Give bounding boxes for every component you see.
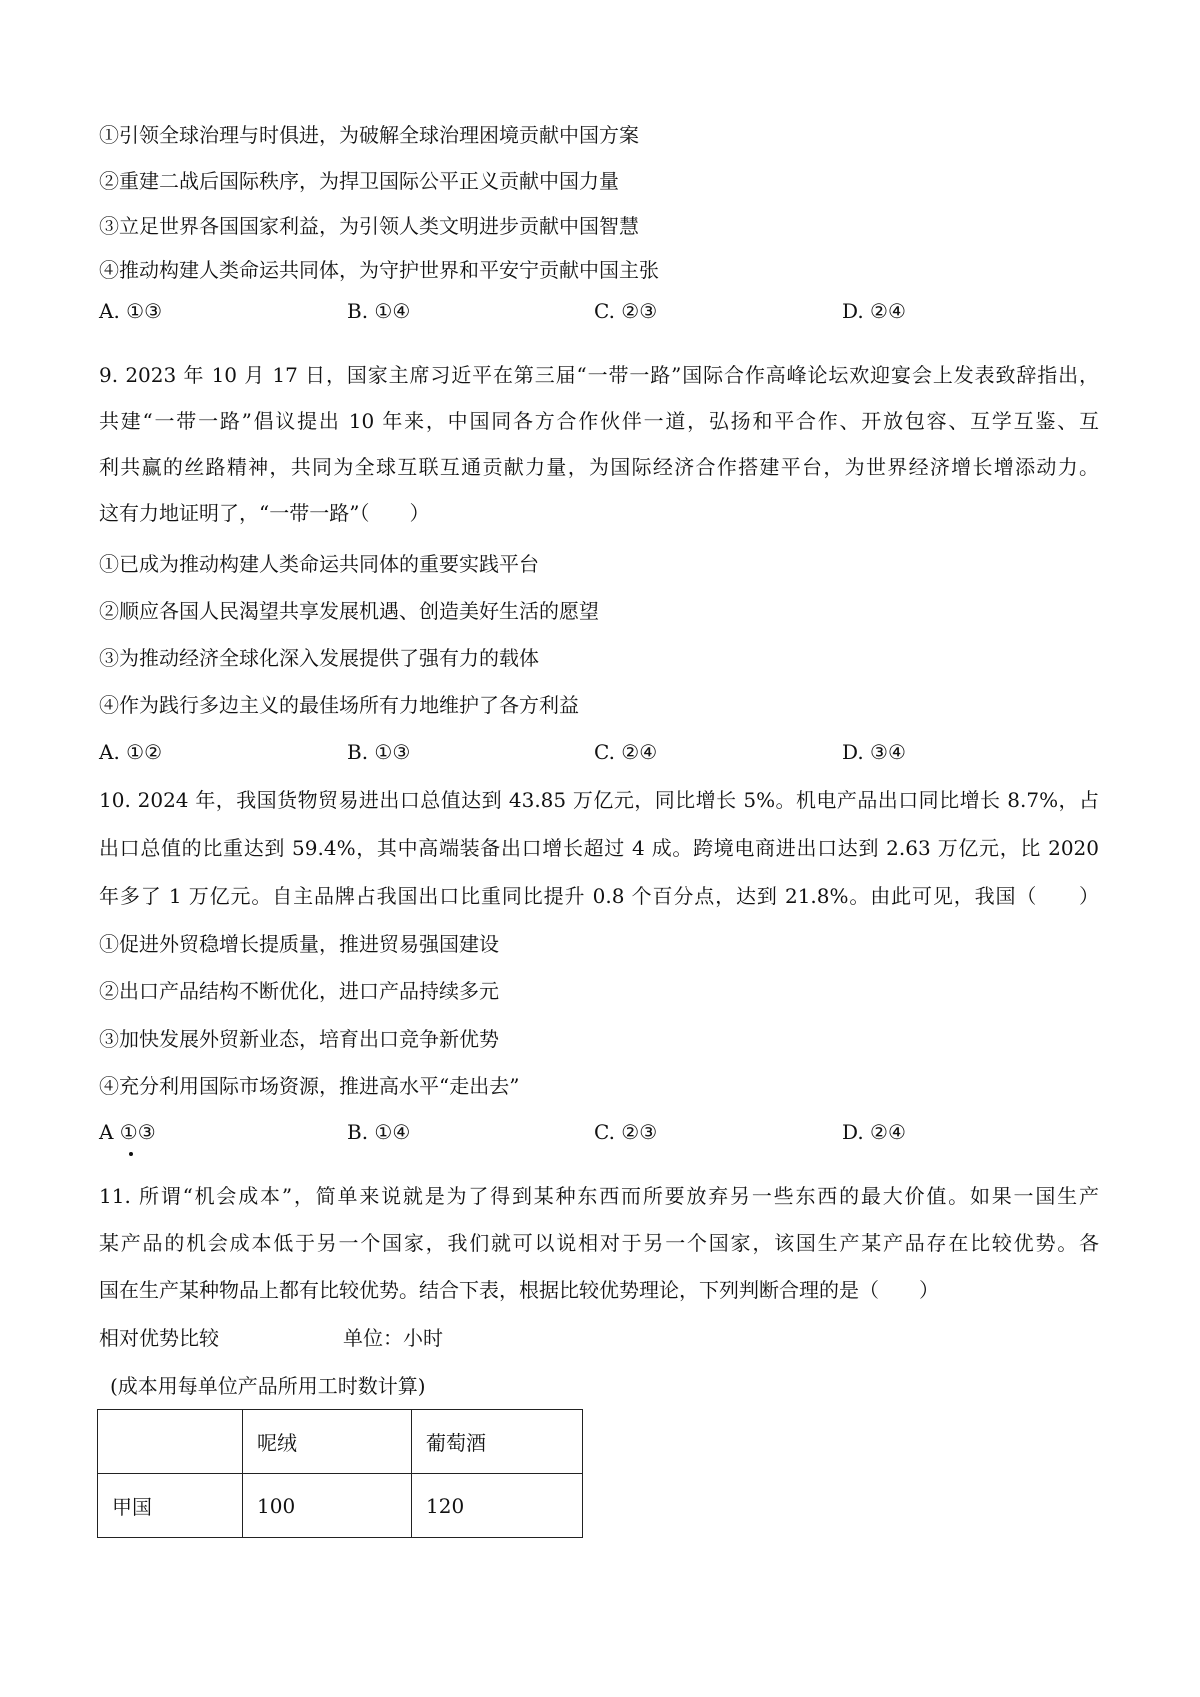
q9-statement-3: ③为推动经济全球化深入发展提供了强有力的载体 (99, 646, 539, 670)
q10-options (99, 1118, 1099, 1146)
q9-option-b: B. ①③ (347, 740, 411, 764)
table-header-cell (98, 1410, 243, 1474)
q8-statement-4: ④推动构建人类命运共同体，为守护世界和平安宁贡献中国主张 (99, 258, 659, 282)
q8-option-c: C. ②③ (594, 299, 658, 323)
table-cell: 甲国 (98, 1474, 243, 1538)
q9-option-a: A. ①② (99, 740, 163, 764)
table-header-cell: 葡萄酒 (412, 1410, 583, 1474)
q8-statement-3: ③立足世界各国国家利益，为引领人类文明进步贡献中国智慧 (99, 214, 639, 238)
q10-stem-line-1: 10. 2024 年，我国货物贸易进出口总值达到 43.85 万亿元，同比增长 5%。机电产品出口同比增长 8.7%，占 (99, 788, 1099, 812)
table-note: (成本用每单位产品所用工时数计算) (110, 1374, 426, 1398)
q10-stem-line-2: 出口总值的比重达到 59.4%，其中高端装备出口增长超过 4 成。跨境电商进出口达到 2.63 万亿元，比 2020 (99, 836, 1099, 860)
q8-statement-2: ②重建二战后国际秩序，为捍卫国际公平正义贡献中国力量 (99, 169, 619, 193)
cost-comparison-table (97, 1409, 583, 1538)
q9-stem-line-2: 共建“一带一路”倡议提出 10 年来，中国同各方合作伙伴一道，弘扬和平合作、开放包容、互学互鉴、互 (99, 409, 1099, 433)
q10-statement-4: ④充分利用国际市场资源，推进高水平“走出去” (99, 1074, 520, 1098)
q11-stem-line-1: 11. 所谓“机会成本”，简单来说就是为了得到某种东西而所要放弃另一些东西的最大价值。如果一国生产 (99, 1184, 1099, 1208)
q10-statement-1: ①促进外贸稳增长提质量，推进贸易强国建设 (99, 932, 499, 956)
table-cell: 100 (243, 1474, 412, 1538)
q9-statement-1: ①已成为推动构建人类命运共同体的重要实践平台 (99, 552, 539, 576)
q11-stem-line-2: 某产品的机会成本低于另一个国家，我们就可以说相对于另一个国家，该国生产某产品存在比较优势。各 (99, 1231, 1099, 1255)
table-header-row (98, 1410, 583, 1474)
q8-option-d: D. ②④ (842, 299, 906, 323)
q8-options (99, 297, 1099, 325)
q9-stem-line-1: 9. 2023 年 10 月 17 日，国家主席习近平在第三届“一带一路”国际合作高峰论坛欢迎宴会上发表致辞指出， (99, 363, 1099, 387)
q9-options (99, 738, 1099, 766)
q10-statement-2: ②出口产品结构不断优化，进口产品持续多元 (99, 979, 499, 1003)
q9-option-c: C. ②④ (594, 740, 658, 764)
q10-statement-3: ③加快发展外贸新业态，培育出口竞争新优势 (99, 1027, 499, 1051)
q8-option-a: A. ①③ (99, 299, 163, 323)
q9-statement-2: ②顺应各国人民渴望共享发展机遇、创造美好生活的愿望 (99, 599, 599, 623)
q11-stem-line-3: 国在生产某种物品上都有比较优势。结合下表，根据比较优势理论，下列判断合理的是（ ） (99, 1278, 939, 1302)
table-unit: 单位：小时 (343, 1326, 443, 1350)
q8-statement-1: ①引领全球治理与时俱进，为破解全球治理困境贡献中国方案 (99, 123, 639, 147)
q10-option-c: C. ②③ (594, 1120, 658, 1144)
table-cell: 120 (412, 1474, 583, 1538)
emphasis-dot-mark (129, 1152, 133, 1156)
q10-option-d: D. ②④ (842, 1120, 906, 1144)
q9-option-d: D. ③④ (842, 740, 906, 764)
q10-option-b: B. ①④ (347, 1120, 411, 1144)
table-title: 相对优势比较 (99, 1326, 219, 1350)
q9-statement-4: ④作为践行多边主义的最佳场所有力地维护了各方利益 (99, 693, 579, 717)
q10-stem-line-3: 年多了 1 万亿元。自主品牌占我国出口比重同比提升 0.8 个百分点，达到 21.8%。由此可见，我国（ ） (99, 884, 1099, 908)
table-row (98, 1474, 583, 1538)
table-header-cell: 呢绒 (243, 1410, 412, 1474)
q8-option-b: B. ①④ (347, 299, 411, 323)
q10-option-a: A ①③ (99, 1120, 156, 1144)
q9-stem-line-3: 利共赢的丝路精神，共同为全球互联互通贡献力量，为国际经济合作搭建平台，为世界经济增长增添动力。 (99, 455, 1099, 479)
q9-stem-line-4: 这有力地证明了，“一带一路”（ ） (99, 501, 430, 525)
